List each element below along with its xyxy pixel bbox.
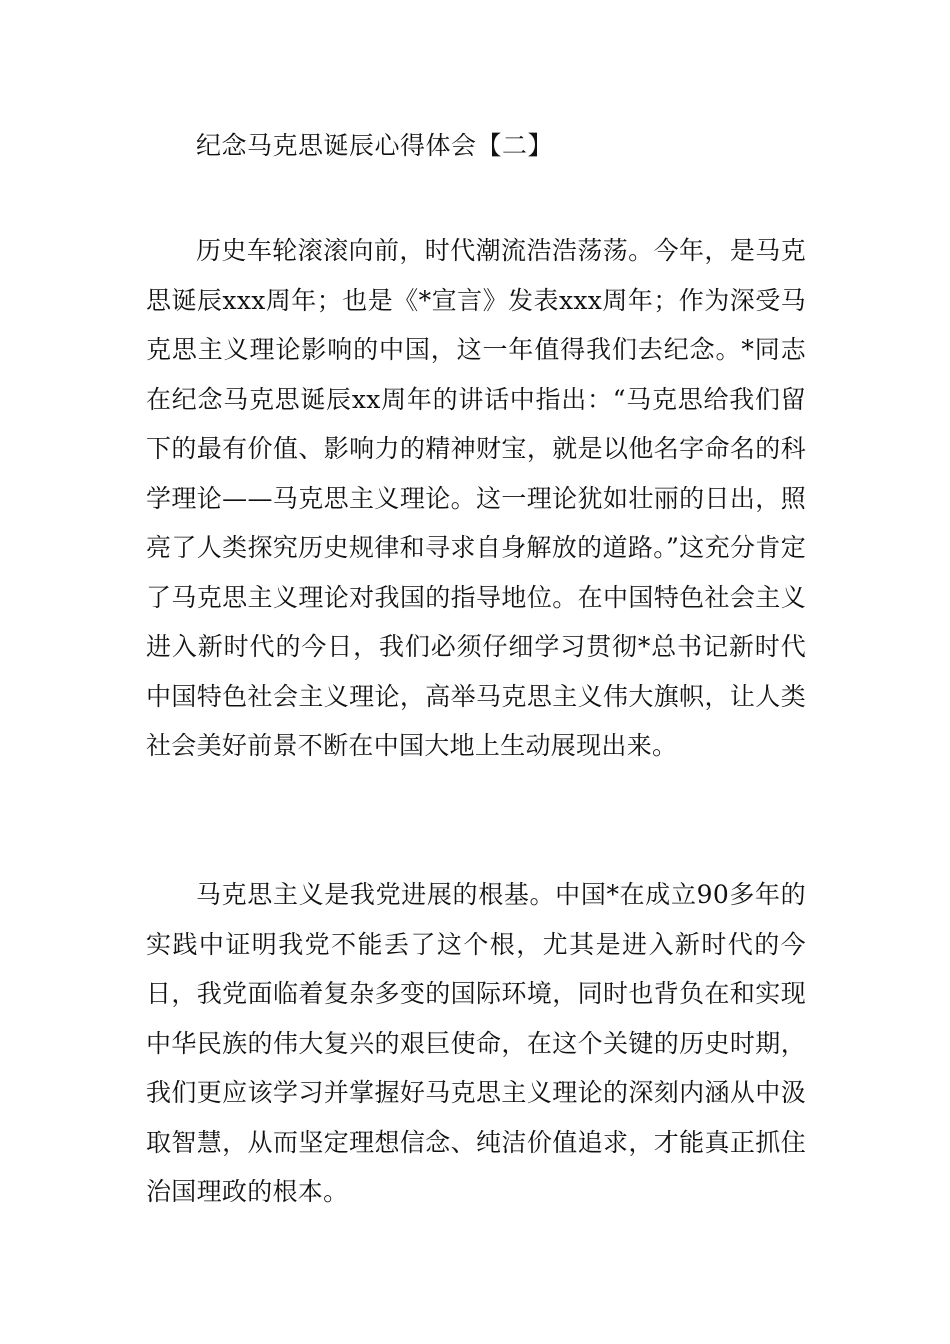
paragraph-2: 马克思主义是我党进展的根基。中国*在成立90多年的实践中证明我党不能丢了这个根，尤其是进入新时代的今日，我党面临着复杂多变的国际环境，同时也背负在和实现中华民族的伟大复兴的艰巨使命，在这个关键的历史时期，我们更应该学习并掌握好马克思主义理论的深刻内涵从中汲取智慧，从而坚定理想信念、纯洁价值追求，才能真正抓住治国理政的根本。	[146, 880, 806, 1206]
document-title: 纪念马克思诞辰心得体会【二】	[196, 131, 554, 160]
paragraph-1: 历史车轮滚滚向前，时代潮流浩浩荡荡。今年，是马克思诞辰xxx周年；也是《*宣言》发表xxx周年；作为深受马克思主义理论影响的中国，这一年值得我们去纪念。*同志在纪念马克思诞辰xx周年的讲话中指出：“马克思给我们留下的最有价值、影响力的精神财宝，就是以他名字命名的科学理论——马克思主义理论。这一理论犹如壮丽的日出，照亮了人类探究历史规律和寻求自身解放的道路。”这充分肯定了马克思主义理论对我国的指导地位。在中国特色社会主义进入新时代的今日，我们必须仔细学习贯彻*总书记新时代中国特色社会主义理论，高举马克思主义伟大旗帜，让人类社会美好前景不断在中国大地上生动展现出来。	[146, 236, 806, 760]
